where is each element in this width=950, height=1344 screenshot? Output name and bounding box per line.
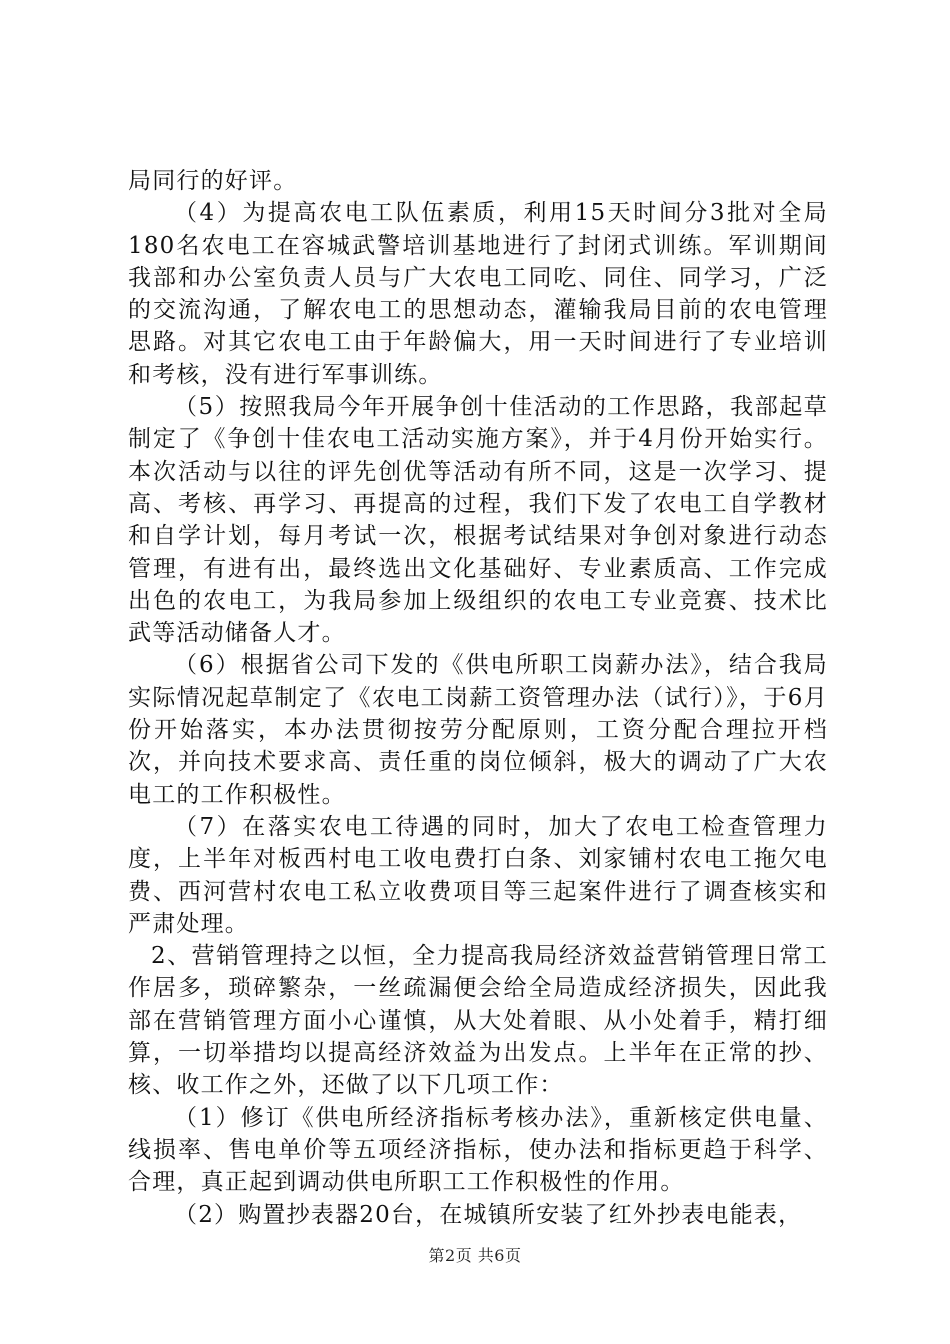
paragraph-section-2: 2、营销管理持之以恒，全力提高我局经济效益营销管理日常工作居多，琐碎繁杂，一丝疏漏便会给全局造成经济损失，因此我部在营销管理方面小心谨慎，从大处着眼、从小处着手，精打细算，一切举措均以提高经济效益为出发点。上半年在正常的抄、核、收工作之外，还做了以下几项工作： [128,943,828,1099]
document-body [128,165,828,1231]
paragraph-item-5: （5）按照我局今年开展争创十佳活动的工作思路，我部起草制定了《争创十佳农电工活动实施方案》，并于4月份开始实行。本次活动与以往的评先创优等活动有所不同，这是一次学习、提高、考核、再学习、再提高的过程，我们下发了农电工自学教材和自学计划，每月考试一次，根据考试结果对争创对象进行动态管理，有进有出，最终选出文化基础好、专业素质高、工作完成出色的农电工，为我局参加上级组织的农电工专业竞赛、技术比武等活动储备人才。 [128,394,828,647]
page-footer: 第2页 共6页 [428,1246,522,1265]
paragraph-continuation: 局同行的好评。 [128,168,298,194]
paragraph-item-2: （2）购置抄表器20台，在城镇所安装了红外抄表电能表， [174,1201,803,1228]
paragraph-item-4: （4）为提高农电工队伍素质，利用15天时间分3批对全局180名农电工在容城武警培训基地进行了封闭式训练。军训期间我部和办公室负责人员与广大农电工同吃、同住、同学习，广泛的交流沟通，了解农电工的思想动态，灌输我局目前的农电管理思路。对其它农电工由于年龄偏大，用一天时间进行了专业培训和考核，没有进行军事训练。 [128,200,828,388]
paragraph-item-1: （1）修订《供电所经济指标考核办法》，重新核定供电量、线损率、售电单价等五项经济指标，使办法和指标更趋于科学、合理，真正起到调动供电所职工工作积极性的作用。 [128,1104,828,1196]
paragraph-item-6: （6）根据省公司下发的《供电所职工岗薪办法》，结合我局实际情况起草制定了《农电工岗薪工资管理办法（试行）》，于6月份开始落实，本办法贯彻按劳分配原则，工资分配合理拉开档次，并向技术要求高、责任重的岗位倾斜，极大的调动了广大农电工的工作积极性。 [128,652,828,808]
paragraph-item-7: （7）在落实农电工待遇的同时，加大了农电工检查管理力度，上半年对板西村电工收电费打白条、刘家铺村农电工拖欠电费、西河营村农电工私立收费项目等三起案件进行了调查核实和严肃处理。 [128,813,828,937]
